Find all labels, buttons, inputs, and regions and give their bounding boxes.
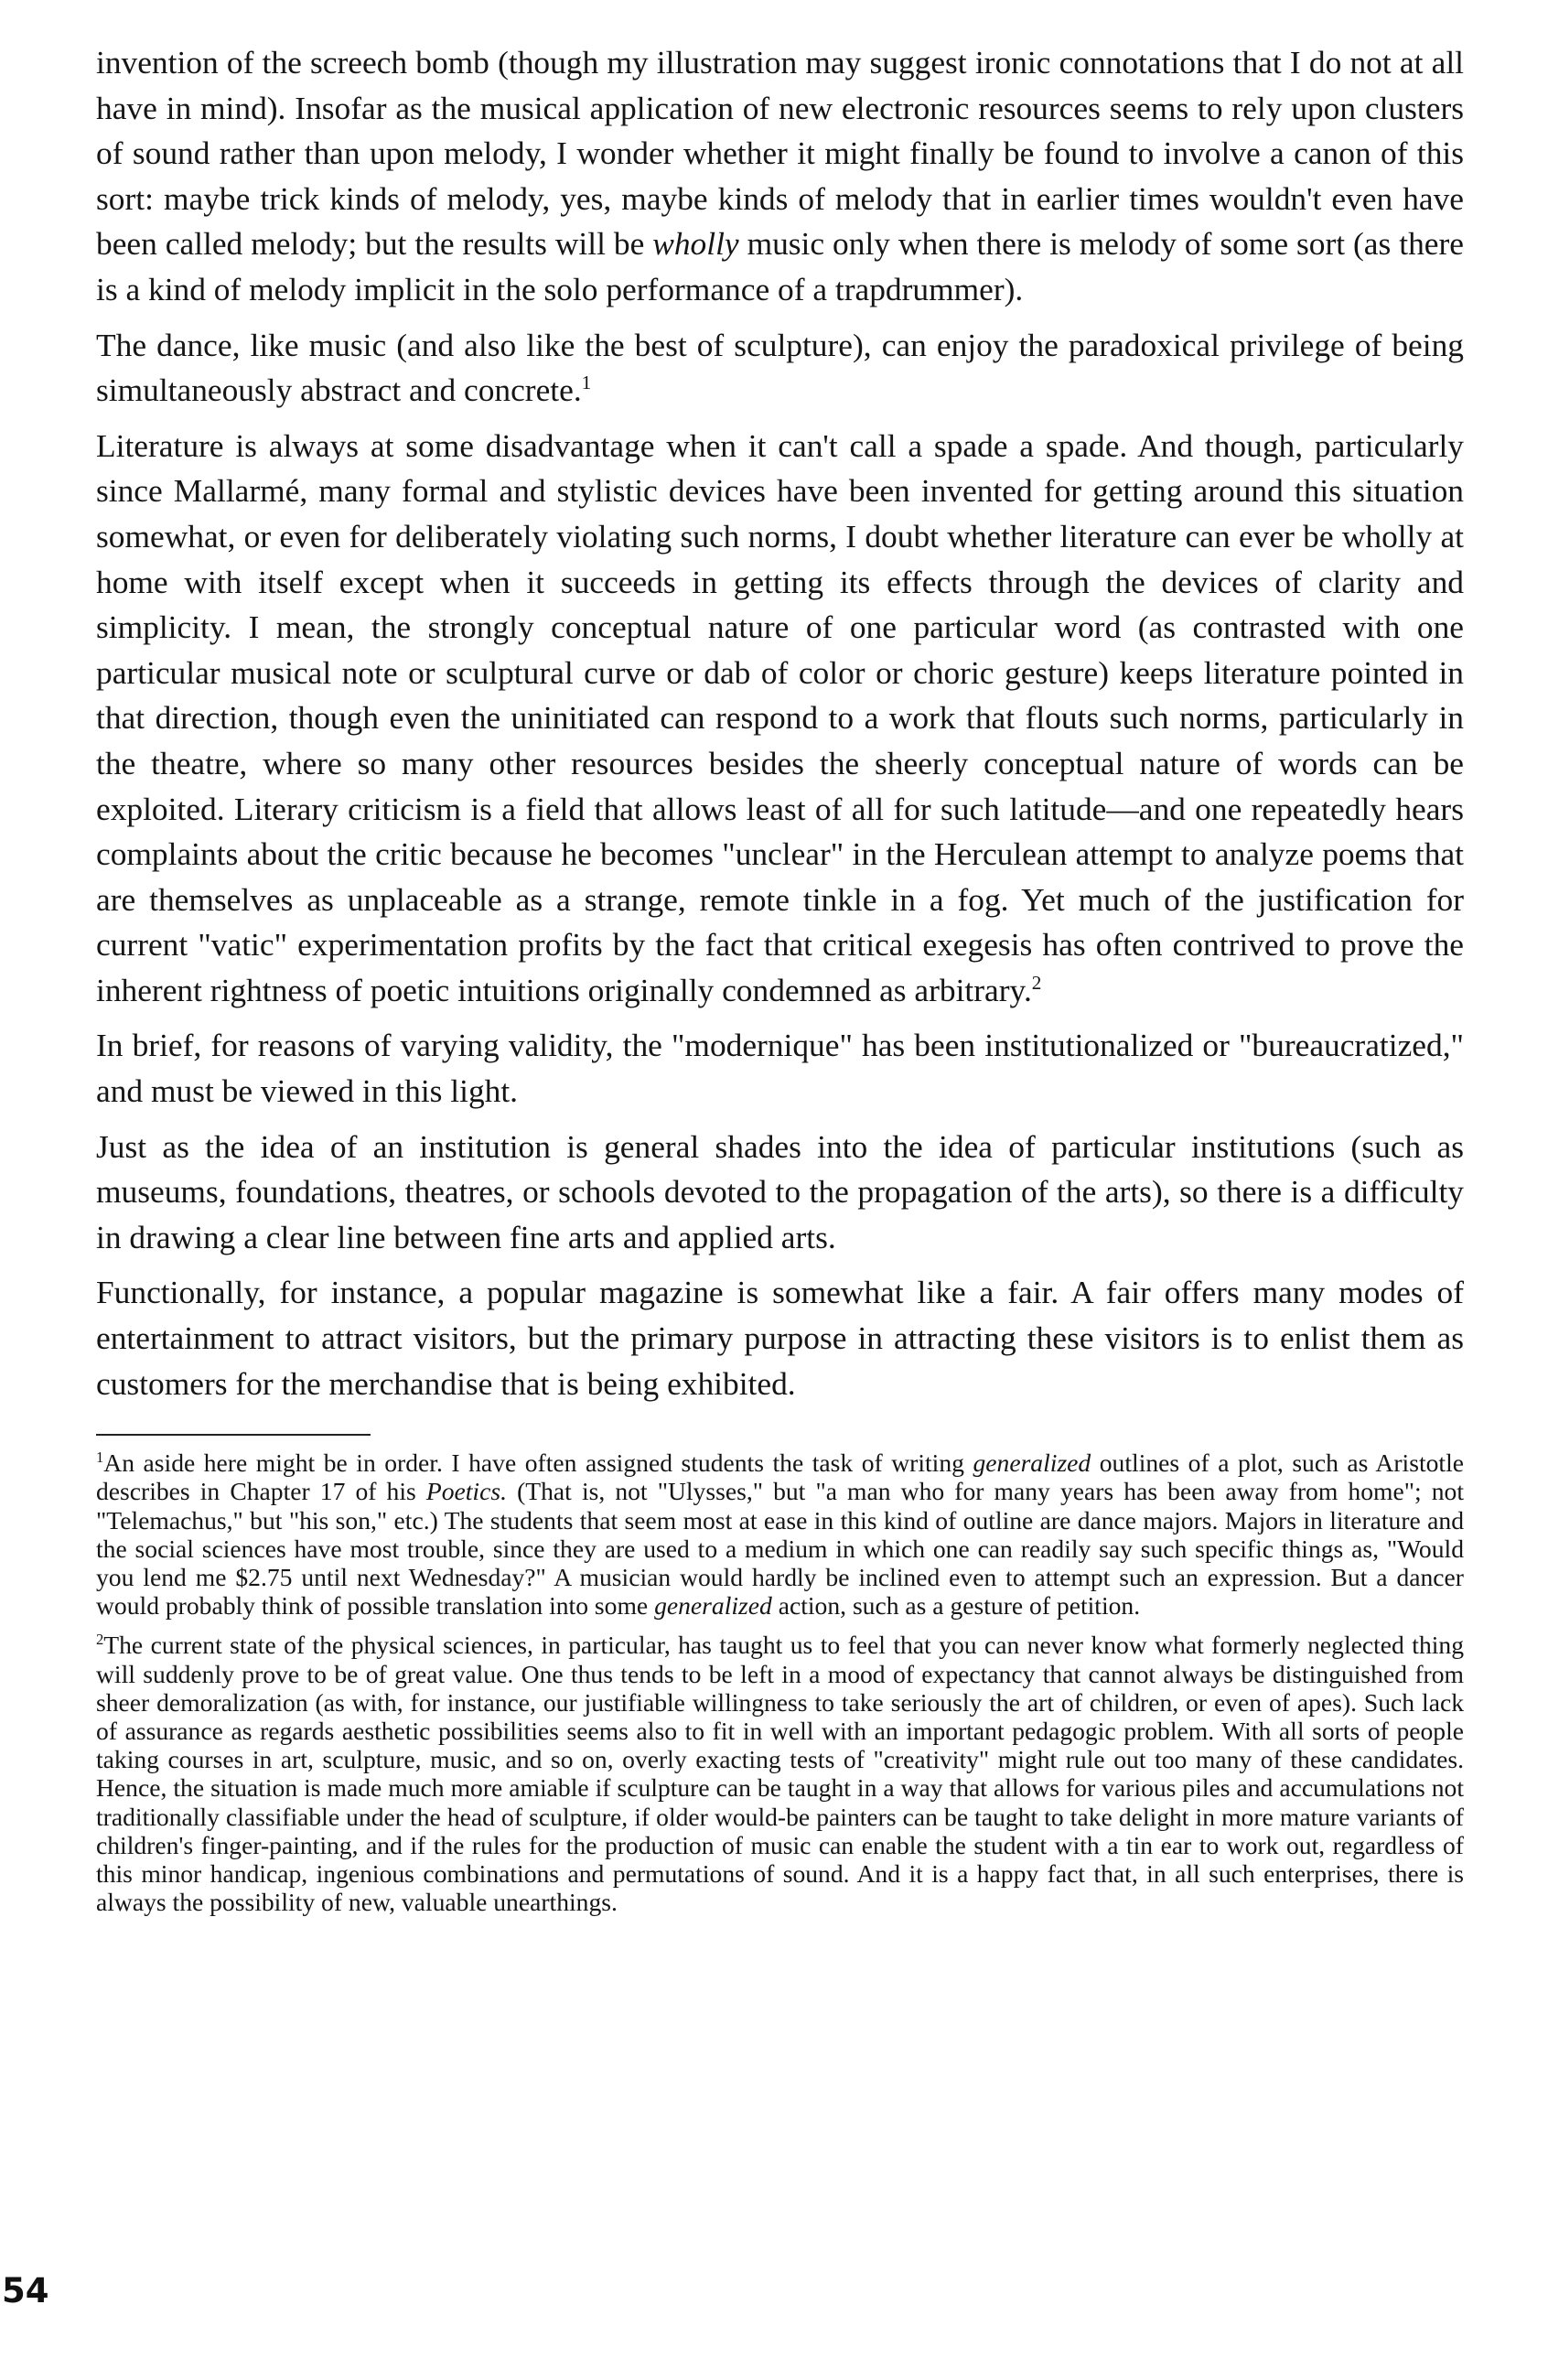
paragraph — [96, 1023, 1464, 1114]
paragraph — [96, 323, 1464, 414]
footnote-divider — [96, 1434, 371, 1436]
main-text — [96, 40, 1464, 1406]
italic-run: generalized — [973, 1448, 1091, 1478]
footnote-reference: 2 — [1031, 972, 1042, 995]
footnote — [96, 1631, 1464, 1916]
text-run: Literature is always at some disadvantage when it can't call a spade a spade. And though, particularly since Mallarmé, many formal and stylistic devices have been invented for getting around this situation somewhat, or even for deliberately violating such norms, I doubt whether literature can ever be wholly at home with itself except when it succeeds in getting its effects through the devices of clarity and simplicity. I mean, the strongly conceptual nature of one particular word (as contrasted with one particular musical note or sculptural curve or dab of color or choric gesture) keeps literature pointed in that direction, though even the uninitiated can respond to a work that flouts such norms, particularly in the theatre, where so many other resources besides the sheerly conceptual nature of words can be exploited. Literary criticism is a field that allows least of all for such latitude—and one repeatedly hears complaints about the critic because he becomes "unclear" in the Herculean attempt to analyze poems that are themselves as unplaceable as a strange, remote tinkle in a fog. Yet much of the justification for current "vatic" experimentation profits by the fact that critical exegesis has often contrived to prove the inherent rightness of poetic intuitions originally condemned as arbitrary. — [96, 426, 1464, 1008]
text-run: action, such as a gesture of petition. — [771, 1591, 1141, 1621]
text-run: (That is, not "Ulysses," but "a man who for many years has been away from home"; not "Telemachus," but "his son," etc.) The students that seem most at ease in this kind of outline are dance majors. Majors in literature and the social sciences have most trouble, since they are used to a medium in which one can readily say such specific things as, "Would you lend me $2.75 until next Wednesday?" A musician would hardly be inclined even to attempt such an expression. But a dancer would probably think of possible translation into some — [96, 1477, 1464, 1621]
footnotes — [96, 1448, 1464, 1916]
page-content — [96, 40, 1464, 1916]
text-run: The current state of the physical sciences, in particular, has taught us to feel that you can never know what formerly neglected thing will suddenly prove to be of great value. One thus tends to be left in a mood of expectancy that cannot always be distinguished from sheer demoralization (as with, for instance, our justifiable willingness to take seriously the art of children, or even of apes). Such lack of assurance as regards aesthetic possibilities seems also to fit in well with an important pedagogic problem. With all sorts of people taking courses in art, sculpture, music, and so on, overly exacting tests of "creativity" might rule out too many of these candidates. Hence, the situation is made much more amiable if sculpture can be taught in a way that allows for various piles and accumulations not traditionally classifiable under the head of sculpture, if older would-be painters can be taught to take delight in more mature variants of children's finger-painting, and if the rules for the production of music can enable the student with a tin ear to work out, regardless of this minor handicap, ingenious combinations and permutations of sound. And it is a happy fact that, in all such enterprises, there is always the possibility of new, valuable unearthings. — [96, 1631, 1464, 1917]
footnote-marker: 2 — [96, 1631, 104, 1649]
text-run: The dance, like music (and also like the best of sculpture), can enjoy the paradoxical privilege of being simultaneously abstract and concrete. — [96, 326, 1464, 409]
footnote — [96, 1448, 1464, 1620]
paragraph — [96, 424, 1464, 1014]
text-run: Just as the idea of an institution is general shades into the idea of particular institutions (such as museums, foundations, theatres, or schools devoted to the propagation of the arts), so there is a difficulty in drawing a clear line between fine arts and applied arts. — [96, 1127, 1464, 1255]
text-run: An aside here might be in order. I have often assigned students the task of writing — [103, 1448, 973, 1478]
footnote-reference: 1 — [581, 372, 592, 394]
paragraph — [96, 1270, 1464, 1406]
page-number: 54 — [2, 2271, 49, 2310]
paragraph — [96, 40, 1464, 313]
text-run: invention of the screech bomb (though my illustration may suggest ironic connotations that I do not at all have in mind). Insofar as the musical application of new electronic resources seems to rely upon clusters of sound rather than upon melody, I wonder whether it might finally be found to involve a canon of this sort: maybe trick kinds of melody, yes, maybe kinds of melody that in earlier times wouldn't even have been called melody; but the results will be — [96, 44, 1464, 263]
text-run: Functionally, for instance, a popular magazine is somewhat like a fair. A fair offers many modes of entertainment to attract visitors, but the primary purpose in attracting these visitors is to enlist them as customers for the merchandise that is being exhibited. — [96, 1274, 1464, 1402]
text-run: outlines of a plot, such as Aristotle describes in Chapter 17 of his — [96, 1448, 1464, 1506]
text-run: music only when there is melody of some sort (as there is a kind of melody implicit in the solo performance of a trapdrummer). — [96, 225, 1464, 307]
text-run: In brief, for reasons of varying validity, the "modernique" has been institutionalized or "bureaucratized," and must be viewed in this light. — [96, 1027, 1464, 1110]
italic-run: wholly — [652, 225, 739, 263]
italic-run: generalized — [654, 1591, 772, 1621]
italic-run: Poetics. — [425, 1477, 507, 1506]
footnote-marker: 1 — [96, 1448, 104, 1467]
paragraph — [96, 1125, 1464, 1261]
